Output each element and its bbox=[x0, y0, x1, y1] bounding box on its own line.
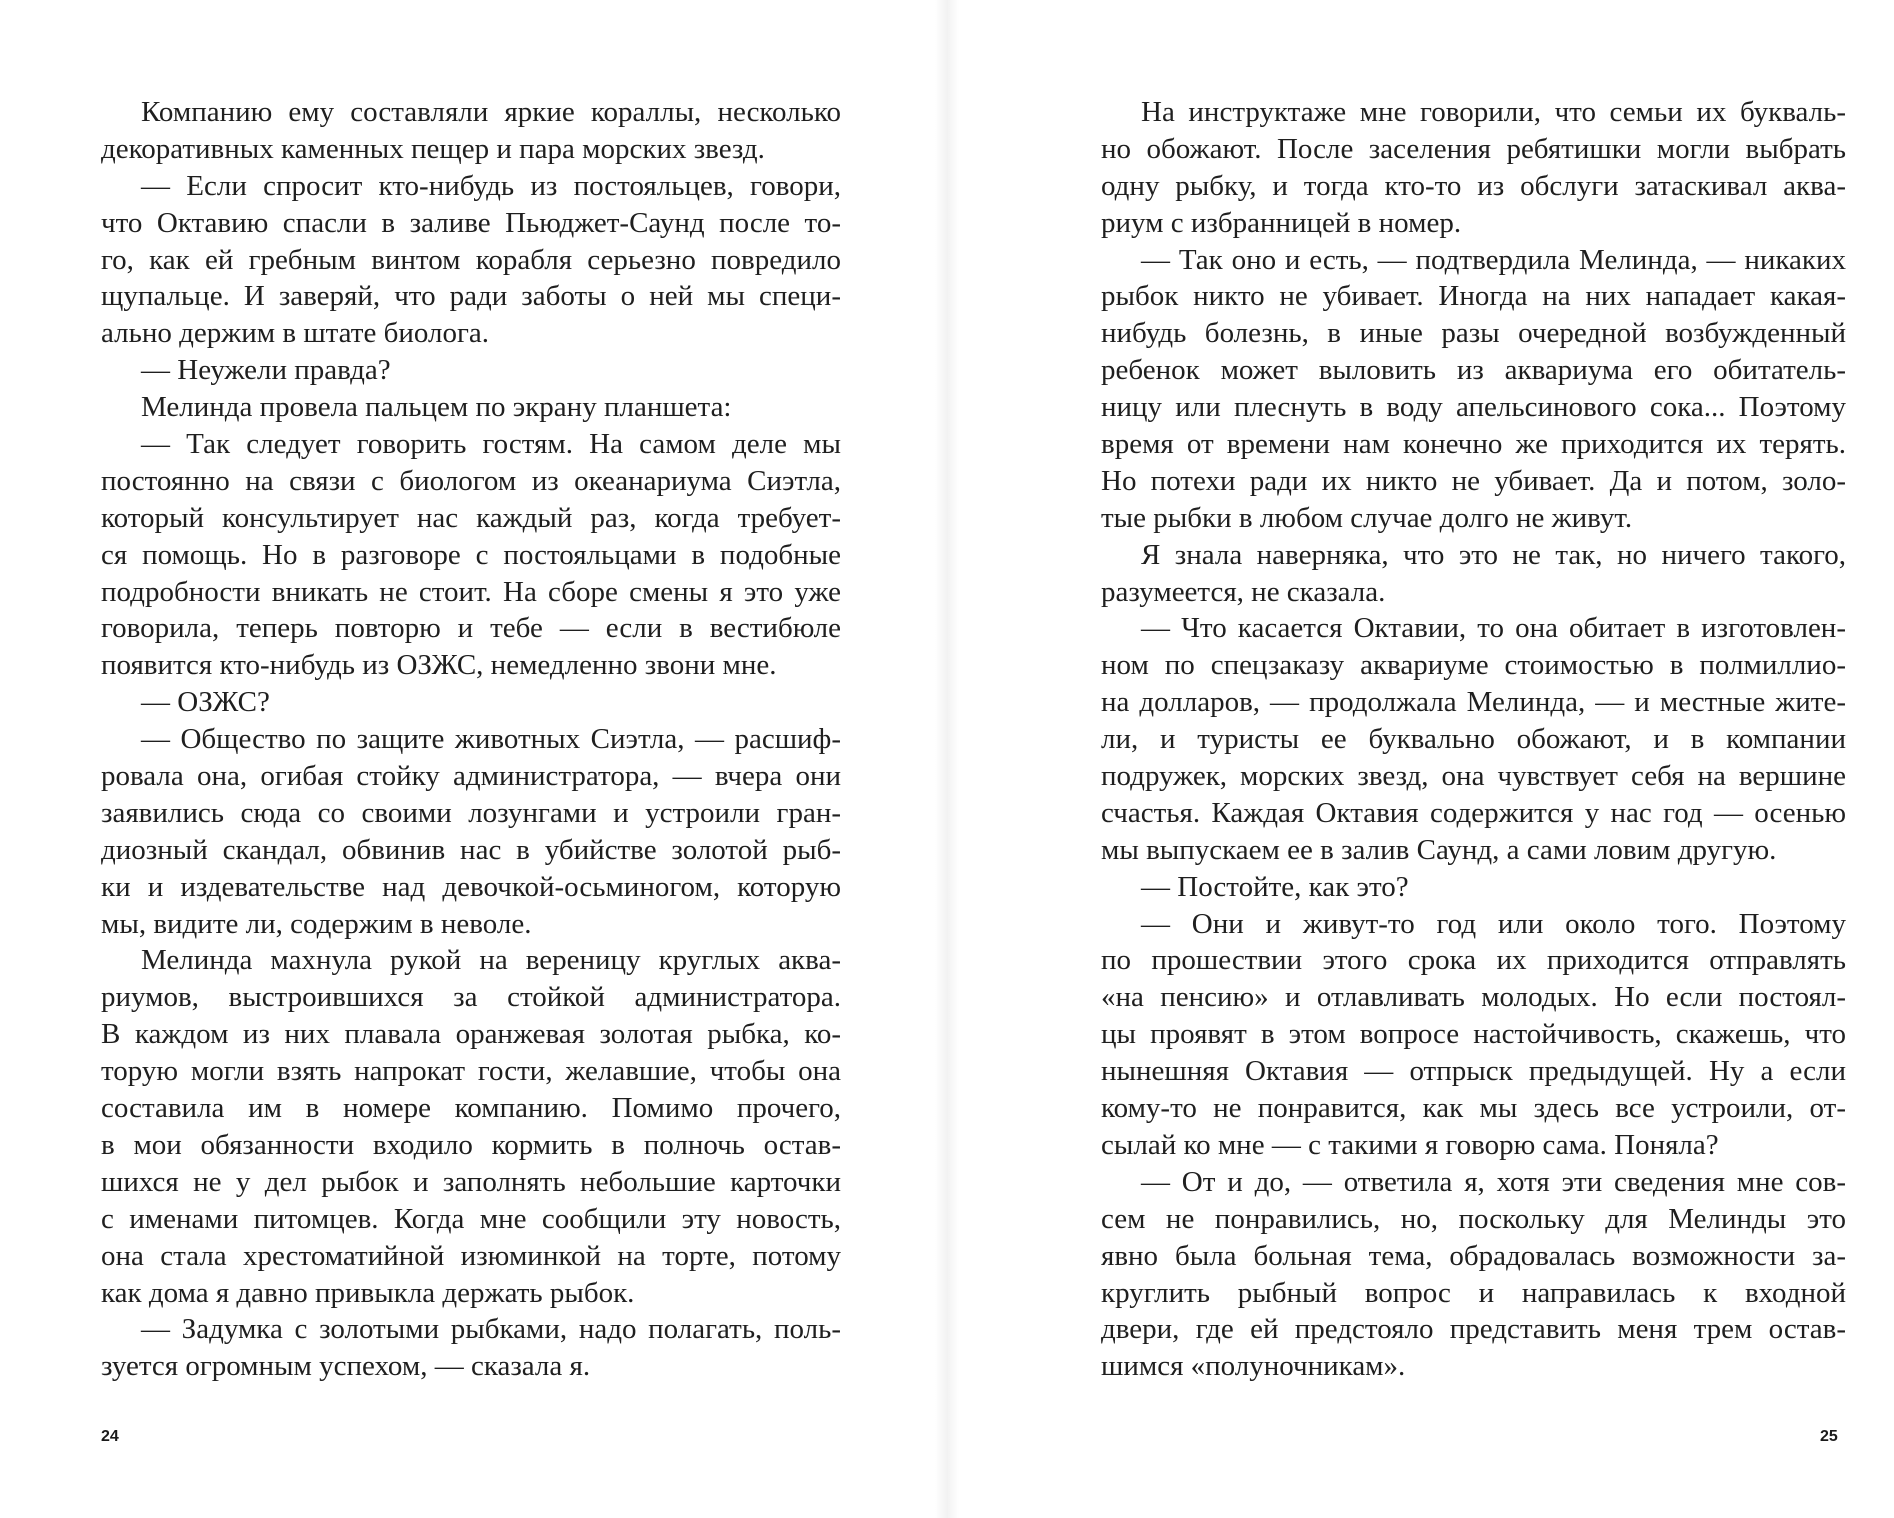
right-page-text bbox=[1101, 94, 1846, 1385]
text-line: Мелинда махнула рукой на вереницу круглых аква- bbox=[141, 944, 841, 977]
text-line: сем не понравились, но, поскольку для Мелинды это bbox=[1101, 1202, 1846, 1235]
text-line: Но потехи ради их никто не убивает. Да и потом, золо- bbox=[1101, 464, 1846, 497]
book-gutter bbox=[935, 0, 959, 1518]
text-line: тые рыбки в любом случае долго не живут. bbox=[1101, 501, 1633, 534]
text-line: ребенок может выловить из аквариума его обитатель- bbox=[1101, 354, 1846, 387]
text-line: постоянно на связи с биологом из океанариума Сиэтла, bbox=[101, 464, 841, 497]
text-line: двери, где ей предстояло представить меня трем остав- bbox=[1101, 1313, 1846, 1346]
text-line: — От и до, — ответила я, хотя эти сведения мне сов- bbox=[1141, 1165, 1846, 1198]
text-line: — Постойте, как это? bbox=[1141, 870, 1409, 903]
text-line: го, как ей гребным винтом корабля серьезно повредило bbox=[101, 243, 841, 276]
text-line: подружек, морских звезд, она чувствует себя на вершине bbox=[1101, 760, 1846, 793]
text-line: Мелинда провела пальцем по экрану планшета: bbox=[141, 391, 732, 424]
text-line: кому-то не понравится, как мы здесь все устроили, от- bbox=[1101, 1092, 1846, 1125]
text-line: счастья. Каждая Октавия содержится у нас год — осенью bbox=[1101, 796, 1846, 829]
left-page-number: 24 bbox=[101, 1428, 119, 1445]
text-line: В каждом из них плавала оранжевая золотая рыбка, ко- bbox=[101, 1018, 841, 1051]
text-line: ровала она, огибая стойку администратора, — вчера они bbox=[101, 760, 841, 793]
text-line: заявились сюда со своими лозунгами и устроили гран- bbox=[101, 796, 841, 829]
text-line: сылай ко мне — с такими я говорю сама. Поняла? bbox=[1101, 1128, 1719, 1161]
text-line: разумеется, не сказала. bbox=[1101, 575, 1386, 608]
text-line: — Если спросит кто-нибудь из постояльцев, говори, bbox=[141, 169, 841, 202]
left-page-text bbox=[101, 94, 841, 1385]
text-line: на долларов, — продолжала Мелинда, — и местные жите- bbox=[1101, 686, 1846, 719]
text-line: шихся не у дел рыбок и заполнять небольшие карточки bbox=[101, 1165, 841, 1198]
text-line: — ОЗЖС? bbox=[141, 686, 270, 719]
text-line: риумов, выстроившихся за стойкой администратора. bbox=[101, 981, 841, 1014]
text-line: ки и издевательстве над девочкой-осьминогом, которую bbox=[101, 870, 841, 903]
text-line: появится кто-нибудь из ОЗЖС, немедленно звони мне. bbox=[101, 649, 777, 682]
text-line: ся помощь. Но в разговоре с постояльцами в подобные bbox=[101, 538, 841, 571]
text-line: — Так оно и есть, — подтвердила Мелинда, — никаких bbox=[1141, 243, 1846, 276]
text-line: риум с избранницей в номер. bbox=[1101, 206, 1462, 239]
text-line: с именами питомцев. Когда мне сообщили эту новость, bbox=[101, 1202, 841, 1235]
text-line: — Что касается Октавии, то она обитает в изготовлен- bbox=[1141, 612, 1846, 645]
text-line: цы проявят в этом вопросе настойчивость, скажешь, что bbox=[1101, 1018, 1846, 1051]
text-line: — Общество по защите животных Сиэтла, — расшиф- bbox=[141, 723, 841, 756]
text-line: мы выпускаем ее в залив Саунд, а сами ловим другую. bbox=[1101, 833, 1777, 866]
text-line: — Так следует говорить гостям. На самом деле мы bbox=[141, 428, 841, 461]
text-line: рыбок никто не убивает. Иногда на них нападает какая- bbox=[1101, 280, 1846, 313]
text-line: она стала хрестоматийной изюминкой на торте, потому bbox=[101, 1239, 841, 1272]
text-line: торую могли взять напрокат гости, желавшие, чтобы она bbox=[101, 1055, 841, 1088]
text-line: круглить рыбный вопрос и направилась к входной bbox=[1101, 1276, 1846, 1309]
text-line: ницу или плеснуть в воду апельсинового сока... Поэтому bbox=[1101, 391, 1846, 424]
text-line: ном по спецзаказу аквариуме стоимостью в полмиллио- bbox=[1101, 649, 1846, 682]
text-line: время от времени нам конечно же приходится их терять. bbox=[1101, 428, 1846, 461]
text-line: но обожают. После заселения ребятишки могли выбрать bbox=[1101, 132, 1846, 165]
text-line: ли, и туристы ее буквально обожают, и в компании bbox=[1101, 723, 1846, 756]
text-line: как дома я давно привыкла держать рыбок. bbox=[101, 1276, 635, 1309]
text-line: ально держим в штате биолога. bbox=[101, 317, 489, 350]
text-line: Компанию ему составляли яркие кораллы, несколько bbox=[141, 96, 841, 128]
text-line: нибудь болезнь, в иные разы очередной возбужденный bbox=[1101, 317, 1846, 350]
text-line: что Октавию спасли в заливе Пьюджет-Саунд после то- bbox=[101, 206, 841, 239]
text-line: На инструктаже мне говорили, что семьи их букваль- bbox=[1141, 96, 1846, 128]
text-line: нынешняя Октавия — отпрыск предыдущей. Ну а если bbox=[1101, 1055, 1846, 1088]
text-line: «на пенсию» и отлавливать молодых. Но если постоял- bbox=[1101, 981, 1846, 1014]
text-line: говорила, теперь повторю и тебе — если в вестибюле bbox=[101, 612, 841, 645]
text-line: составила им в номере компанию. Помимо прочего, bbox=[101, 1092, 841, 1125]
text-line: диозный скандал, обвинив нас в убийстве золотой рыб- bbox=[101, 833, 841, 866]
text-line: шимся «полуночникам». bbox=[1101, 1350, 1406, 1383]
text-line: по прошествии этого срока их приходится отправлять bbox=[1101, 944, 1846, 977]
text-line: одну рыбку, и тогда кто-то из обслуги затаскивал аква- bbox=[1101, 169, 1846, 202]
text-line: — Они и живут-то год или около того. Поэтому bbox=[1141, 907, 1846, 940]
text-line: мы, видите ли, содержим в неволе. bbox=[101, 907, 532, 940]
text-line: декоративных каменных пещер и пара морских звезд. bbox=[101, 132, 765, 165]
text-line: явно была больная тема, обрадовалась возможности за- bbox=[1101, 1239, 1846, 1272]
text-line: — Неужели правда? bbox=[141, 354, 391, 387]
text-line: в мои обязанности входило кормить в полночь остав- bbox=[101, 1128, 841, 1161]
text-line: зуется огромным успехом, — сказала я. bbox=[101, 1350, 591, 1383]
text-line: — Задумка с золотыми рыбками, надо полагать, поль- bbox=[141, 1313, 841, 1346]
text-line: щупальце. И заверяй, что ради заботы о ней мы специ- bbox=[101, 280, 841, 313]
right-page-number: 25 bbox=[1820, 1428, 1838, 1445]
text-line: Я знала наверняка, что это не так, но ничего такого, bbox=[1141, 538, 1846, 571]
text-line: подробности вникать не стоит. На сборе смены я это уже bbox=[101, 575, 841, 608]
text-line: который консультирует нас каждый раз, когда требует- bbox=[101, 501, 841, 534]
